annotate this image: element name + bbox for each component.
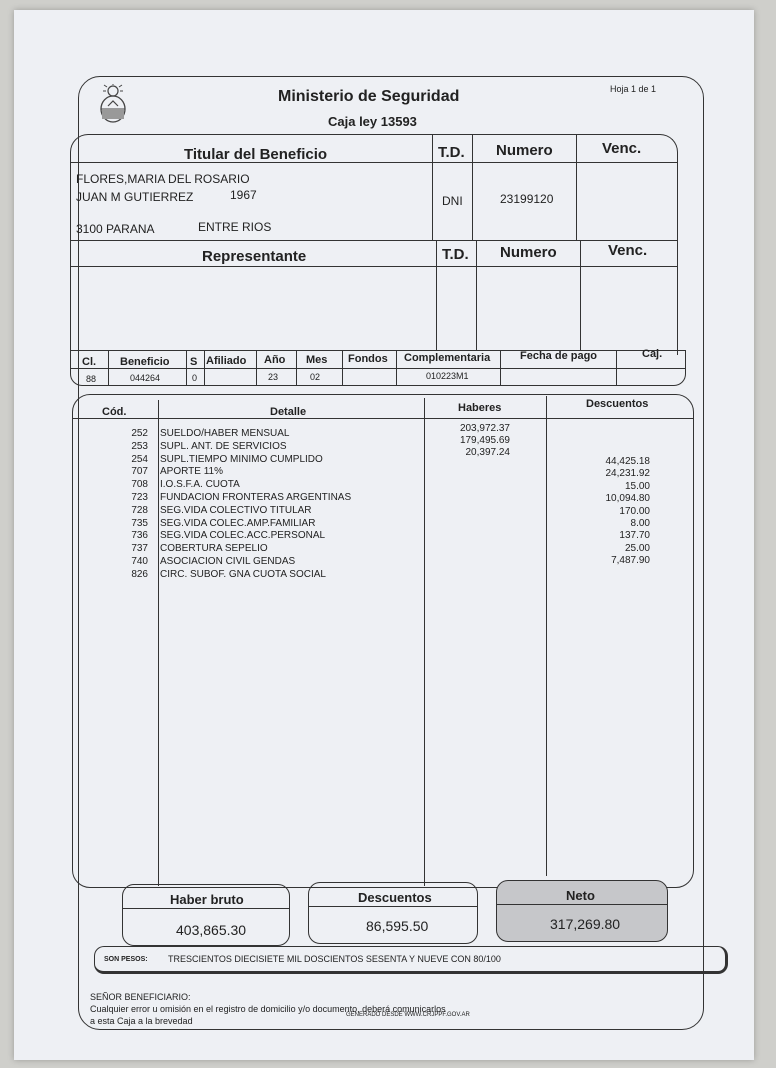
- row-descuentos: 15.00: [624, 480, 650, 492]
- titular-td-value: DNI: [442, 194, 463, 208]
- row-haberes: 203,972.37: [459, 423, 510, 434]
- row-detalle: SEG.VIDA COLEC.ACC.PERSONAL: [160, 530, 326, 542]
- footer-generated: GENERADO DESDE WWW.CRJPPF.GOV.AR: [346, 1012, 470, 1018]
- col-haberes-header: Haberes: [458, 402, 502, 414]
- row-descuentos: 44,425.18: [605, 456, 650, 467]
- row-descuentos: 10,094.80: [605, 493, 650, 505]
- neto-label: Neto: [566, 888, 595, 903]
- row-cod: 254: [131, 453, 148, 465]
- value-anio: 23: [268, 372, 279, 382]
- label-anio: Año: [264, 354, 286, 366]
- representante-section-title: Representante: [202, 248, 307, 265]
- descuentos-total-label: Descuentos: [358, 890, 432, 905]
- page-number: Hoja 1 de 1: [610, 84, 657, 94]
- row-cod: 728: [131, 504, 148, 516]
- label-cl: Cl.: [82, 356, 97, 368]
- titular-postal-city: 3100 PARANA: [76, 222, 155, 236]
- row-detalle: SEG.VIDA COLECTIVO TITULAR: [160, 504, 312, 516]
- row-descuentos: 170.00: [619, 505, 650, 517]
- label-complementaria: Complementaria: [404, 352, 491, 364]
- row-cod: 735: [131, 517, 148, 529]
- titular-section-title: Titular del Beneficio: [184, 146, 328, 163]
- ministry-title: Ministerio de Seguridad: [278, 88, 460, 105]
- label-s: S: [190, 356, 198, 368]
- representante-venc-label: Venc.: [608, 242, 648, 259]
- label-afiliado: Afiliado: [206, 355, 247, 367]
- descuentos-total-value: 86,595.50: [366, 918, 429, 934]
- row-detalle: ASOCIACION CIVIL GENDAS: [160, 556, 296, 567]
- row-detalle: APORTE 11%: [160, 466, 223, 478]
- titular-venc-label: Venc.: [602, 140, 642, 157]
- footer-line2: Cualquier error u omisión en el registro de domicilio y/o documento, deberá comunicarlos: [90, 1004, 446, 1014]
- footer-line3: a esta Caja a la brevedad: [90, 1016, 193, 1026]
- row-cod: 252: [131, 428, 148, 439]
- row-cod: 737: [131, 543, 148, 555]
- label-caj: Caj.: [642, 348, 663, 360]
- titular-numero-value: 23199120: [500, 192, 554, 206]
- row-cod: 707: [131, 466, 148, 478]
- son-pesos-label: SON PESOS:: [104, 956, 148, 963]
- row-descuentos: 25.00: [624, 542, 650, 554]
- haber-bruto-value: 403,865.30: [176, 922, 247, 938]
- row-detalle: CIRC. SUBOF. GNA CUOTA SOCIAL: [160, 568, 326, 580]
- value-s: 0: [192, 373, 198, 383]
- row-detalle: SUELDO/HABER MENSUAL: [160, 428, 290, 439]
- row-detalle: FUNDACION FRONTERAS ARGENTINAS: [160, 492, 352, 503]
- representante-td-label: T.D.: [442, 246, 469, 263]
- row-descuentos: 137.70: [619, 530, 650, 542]
- titular-name: FLORES,MARIA DEL ROSARIO: [76, 172, 250, 186]
- value-beneficio: 044264: [130, 373, 161, 383]
- representante-numero-label: Numero: [500, 244, 557, 261]
- row-descuentos: 24,231.92: [605, 468, 650, 480]
- titular-td-label: T.D.: [438, 144, 465, 161]
- row-cod: 253: [131, 440, 148, 452]
- row-descuentos: 7,487.90: [611, 555, 650, 567]
- row-haberes: 20,397.24: [465, 446, 510, 458]
- col-cod-header: Cód.: [102, 406, 127, 418]
- titular-province: ENTRE RIOS: [198, 220, 272, 234]
- row-haberes: 179,495.69: [459, 434, 510, 446]
- value-cl: 88: [86, 374, 97, 384]
- col-descuentos-header: Descuentos: [586, 398, 649, 410]
- row-cod: 736: [131, 530, 148, 542]
- row-cod: 723: [131, 492, 148, 503]
- label-fecha-pago: Fecha de pago: [520, 350, 598, 362]
- row-detalle: SUPL.TIEMPO MINIMO CUMPLIDO: [160, 453, 323, 465]
- titular-street: JUAN M GUTIERREZ: [76, 190, 194, 204]
- row-detalle: I.O.S.F.A. CUOTA: [160, 479, 240, 491]
- row-cod: 740: [131, 556, 148, 567]
- row-detalle: COBERTURA SEPELIO: [160, 543, 268, 555]
- neto-value: 317,269.80: [550, 916, 621, 932]
- col-detalle-header: Detalle: [270, 406, 307, 418]
- row-cod: 708: [131, 479, 148, 491]
- value-mes: 02: [310, 372, 321, 382]
- row-descuentos: 8.00: [630, 518, 650, 529]
- label-fondos: Fondos: [348, 353, 388, 365]
- titular-street-number: 1967: [230, 188, 257, 202]
- value-complementaria: 010223M1: [426, 371, 469, 381]
- label-mes: Mes: [306, 354, 328, 366]
- titular-numero-label: Numero: [496, 142, 553, 159]
- caja-label: Caja ley 13593: [328, 114, 417, 129]
- row-detalle: SUPL. ANT. DE SERVICIOS: [160, 440, 287, 452]
- row-detalle: SEG.VIDA COLEC.AMP.FAMILIAR: [160, 517, 316, 529]
- haber-bruto-label: Haber bruto: [170, 892, 244, 907]
- son-pesos-text: TRESCIENTOS DIECISIETE MIL DOSCIENTOS SESENTA Y NUEVE CON 80/100: [168, 954, 501, 964]
- label-beneficio: Beneficio: [120, 356, 170, 368]
- footer-line1: SEÑOR BENEFICIARIO:: [90, 992, 191, 1002]
- payslip-paper: [14, 10, 754, 1060]
- row-cod: 826: [131, 568, 148, 580]
- coat-of-arms-icon: [98, 84, 128, 124]
- titular-box: [70, 134, 678, 355]
